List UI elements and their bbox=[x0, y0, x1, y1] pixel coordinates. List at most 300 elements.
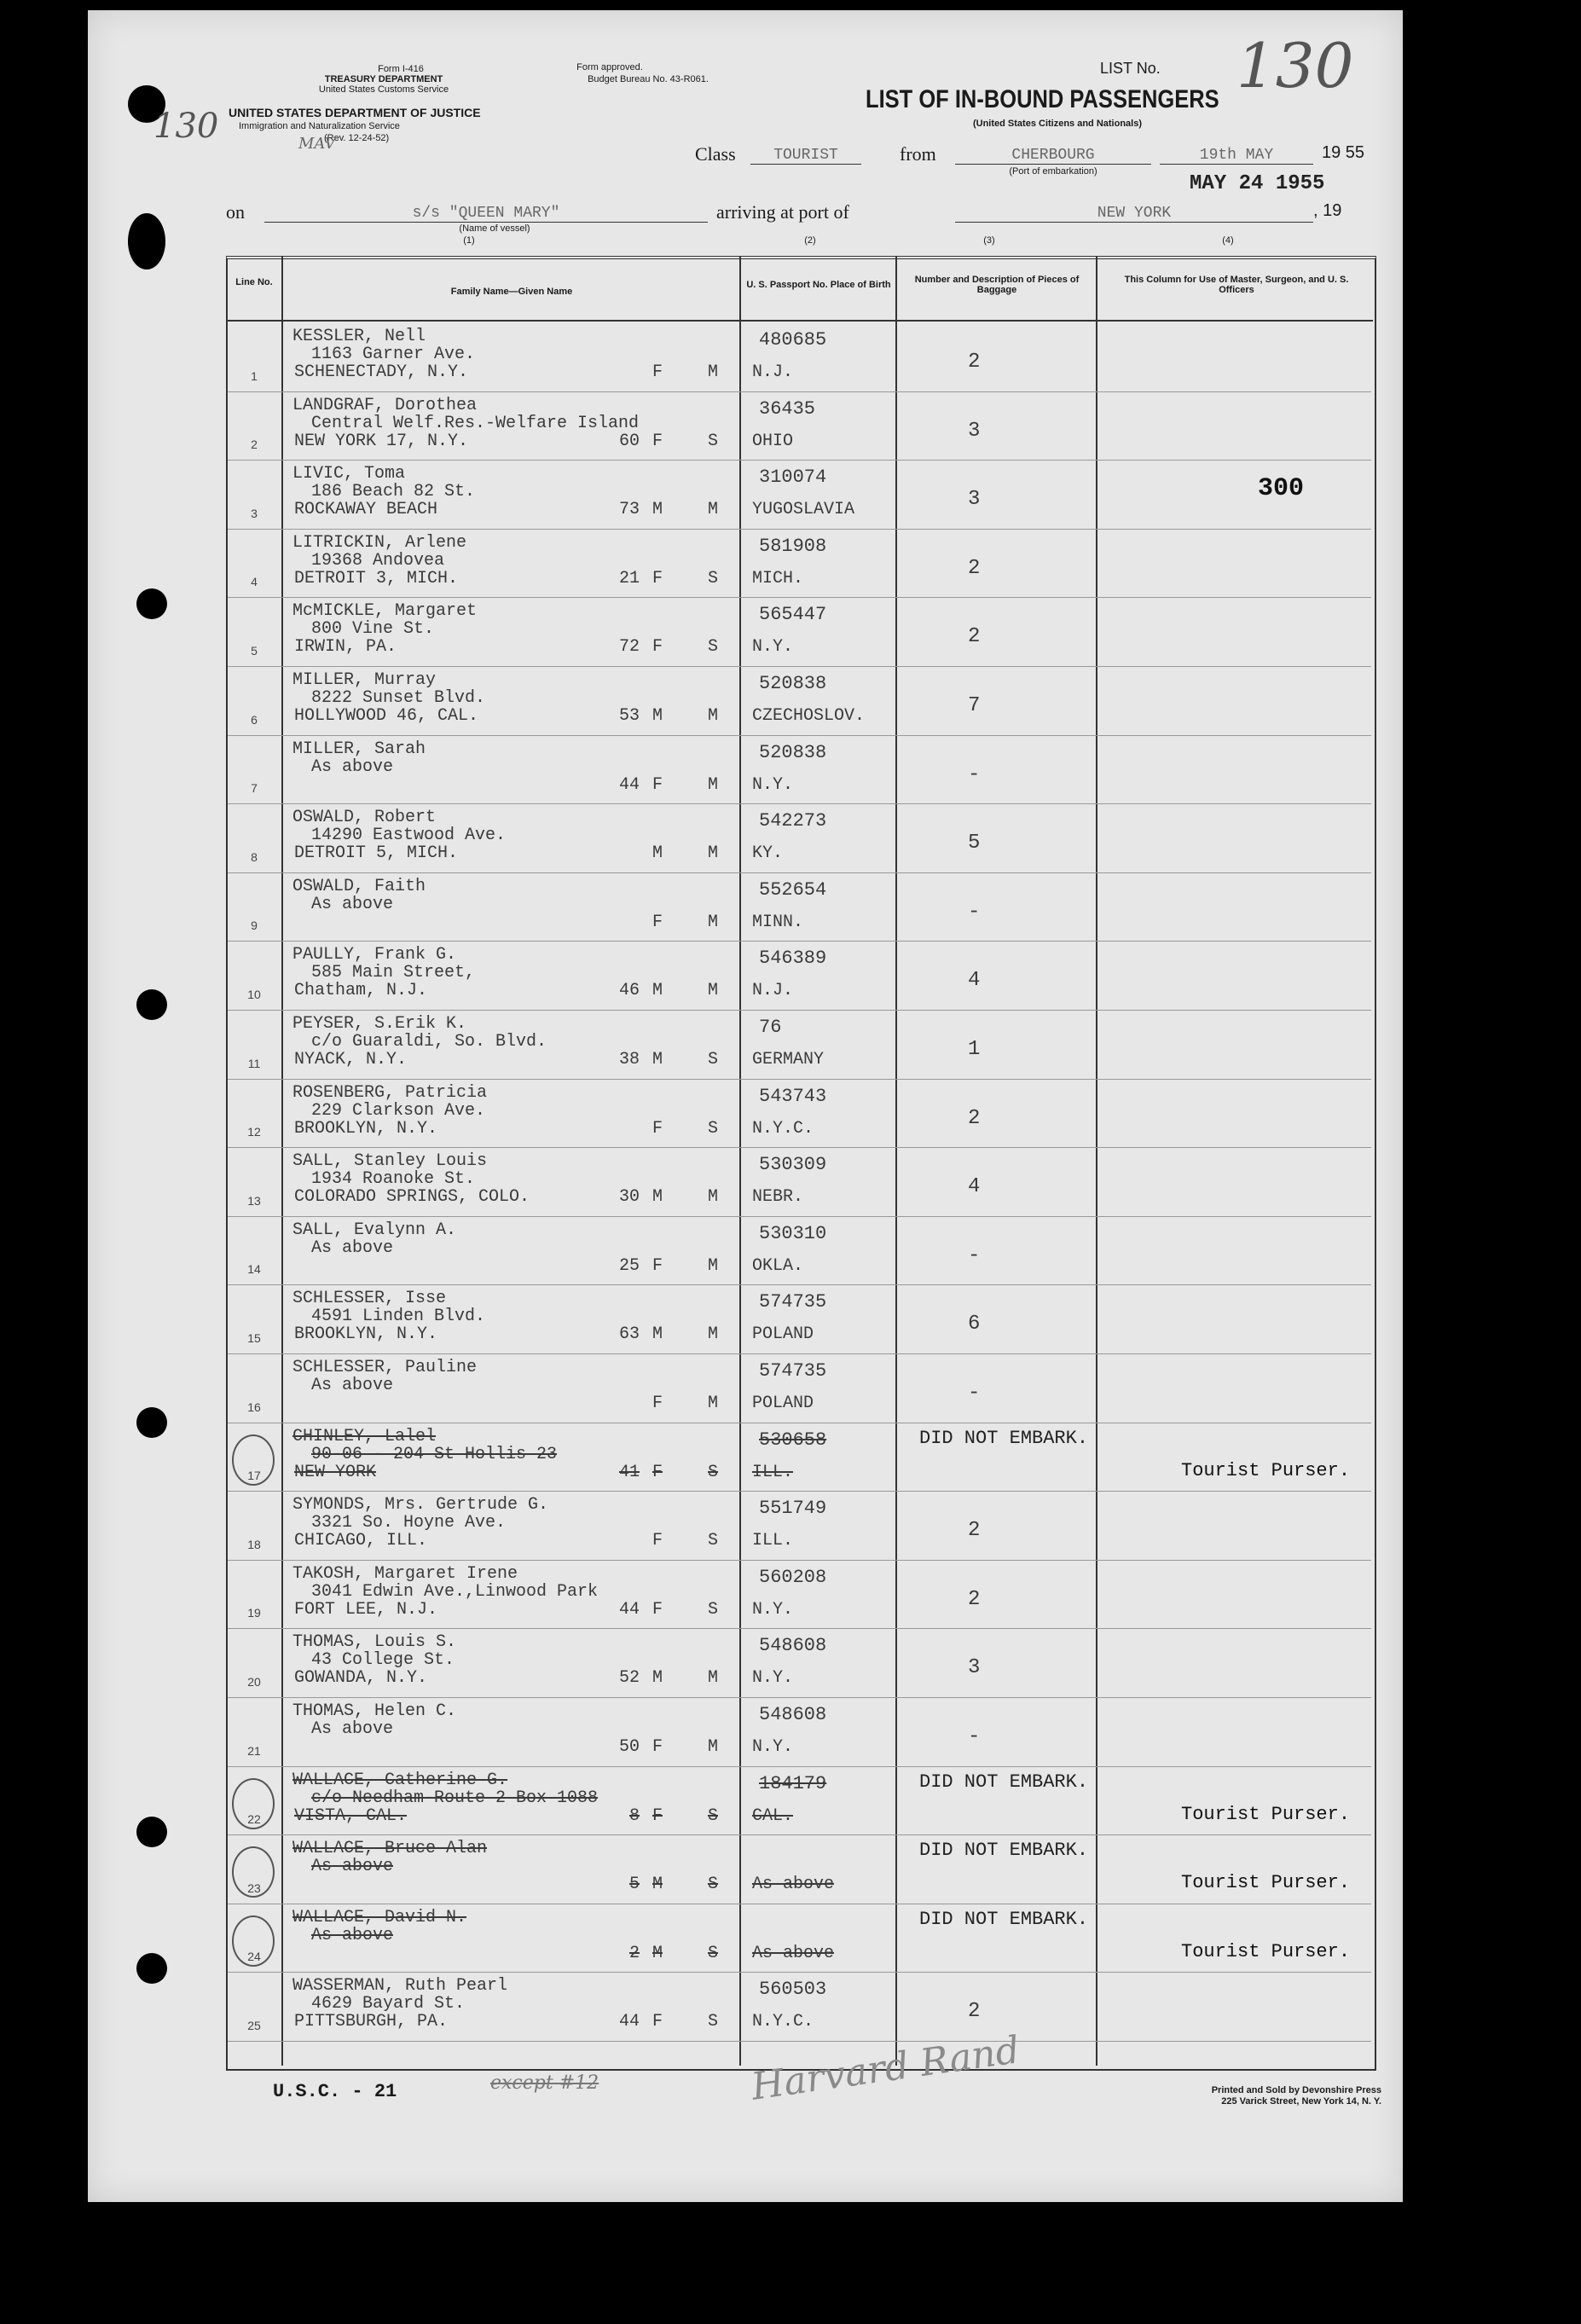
list-no-handwritten: 130 bbox=[1236, 30, 1354, 101]
printer-line-2: 225 Varick Street, New York 14, N. Y. bbox=[1221, 2096, 1381, 2107]
line-number: 16 bbox=[247, 1400, 261, 1414]
did-not-embark-note: DID NOT EMBARK. bbox=[919, 1427, 1089, 1449]
place-of-birth: N.J. bbox=[752, 981, 794, 1001]
place-of-birth: ILL. bbox=[752, 1531, 794, 1551]
passenger-sex: F bbox=[652, 1737, 663, 1757]
arrival-port-field: NEW YORK bbox=[955, 205, 1313, 223]
page-title: LIST OF IN-BOUND PASSENGERS bbox=[866, 85, 1219, 113]
passenger-name: MILLER, Murray bbox=[292, 670, 437, 690]
passport-number: 542273 bbox=[759, 810, 827, 832]
passenger-address: As above bbox=[311, 1237, 394, 1258]
header-rule bbox=[226, 320, 1373, 322]
baggage-count: 3 bbox=[968, 488, 981, 512]
passenger-address: 3041 Edwin Ave.,Linwood Park bbox=[311, 1581, 599, 1602]
passenger-age: 52 bbox=[618, 1668, 640, 1689]
place-of-birth: N.J. bbox=[752, 362, 794, 382]
baggage-count: - bbox=[968, 1725, 981, 1748]
line-number: 5 bbox=[251, 644, 258, 658]
header-passport: U. S. Passport No. Place of Birth bbox=[746, 280, 891, 290]
passenger-sex: M bbox=[652, 1187, 663, 1208]
did-not-embark-note: DID NOT EMBARK. bbox=[919, 1771, 1089, 1793]
punch-hole bbox=[136, 1953, 167, 1984]
baggage-count: 2 bbox=[968, 1587, 981, 1611]
place-of-birth: N.Y. bbox=[752, 774, 794, 795]
passenger-name: TAKOSH, Margaret Irene bbox=[292, 1563, 518, 1584]
passport-number: 184179 bbox=[759, 1772, 827, 1794]
class-field: TOURIST bbox=[750, 147, 861, 165]
place-of-birth: MICH. bbox=[752, 568, 804, 588]
row-divider bbox=[228, 1834, 1371, 1835]
passenger-city: HOLLYWOOD 46, CAL. bbox=[294, 706, 479, 726]
passenger-marital-status: M bbox=[708, 706, 719, 726]
vessel-field: s/s "QUEEN MARY" bbox=[264, 205, 708, 223]
list-no-label: LIST No. bbox=[1100, 60, 1161, 77]
passenger-sex: M bbox=[652, 843, 663, 864]
passenger-sex: F bbox=[652, 1255, 663, 1276]
cancel-circle-mark bbox=[232, 1434, 275, 1486]
passenger-city: GOWANDA, N.Y. bbox=[294, 1668, 428, 1689]
passenger-city: PITTSBURGH, PA. bbox=[294, 2012, 449, 2032]
punch-hole bbox=[136, 1817, 167, 1847]
row-divider bbox=[228, 1147, 1371, 1148]
row-divider bbox=[228, 460, 1371, 461]
passenger-marital-status: S bbox=[708, 1943, 719, 1963]
passport-number: 530658 bbox=[759, 1429, 827, 1451]
baggage-count: 2 bbox=[968, 1106, 981, 1130]
row-divider bbox=[228, 941, 1371, 942]
passenger-address: c/o Needham-Route 2 Box 1088 bbox=[311, 1788, 599, 1808]
passenger-name: ROSENBERG, Patricia bbox=[292, 1082, 488, 1103]
passenger-address: 4591 Linden Blvd. bbox=[311, 1307, 486, 1327]
passenger-name: LANDGRAF, Dorothea bbox=[292, 395, 478, 415]
form-approved: Form approved. bbox=[576, 62, 643, 72]
baggage-count: 7 bbox=[968, 694, 981, 717]
passenger-city: BROOKLYN, N.Y. bbox=[294, 1118, 438, 1139]
baggage-count: 2 bbox=[968, 1519, 981, 1543]
baggage-count: - bbox=[968, 1382, 981, 1405]
baggage-count: 5 bbox=[968, 832, 981, 855]
col-divider bbox=[739, 256, 741, 2066]
passenger-marital-status: M bbox=[708, 362, 719, 382]
passenger-address: As above bbox=[311, 756, 394, 777]
passenger-age: 63 bbox=[618, 1324, 640, 1345]
passenger-address: 1163 Garner Ave. bbox=[311, 345, 476, 364]
row-divider bbox=[228, 2041, 1371, 2042]
row-divider bbox=[228, 1353, 1371, 1354]
officer-note: 300 bbox=[1258, 474, 1305, 504]
place-of-birth: N.Y. bbox=[752, 1737, 794, 1757]
passenger-sex: M bbox=[652, 1668, 663, 1689]
purser-signature-label: Tourist Purser. bbox=[1181, 1803, 1351, 1825]
inspector-signature: Harvard Rand bbox=[748, 2028, 1022, 2109]
line-number: 22 bbox=[247, 1812, 261, 1827]
line-number: 19 bbox=[247, 1606, 261, 1620]
passport-number: 520838 bbox=[759, 673, 827, 694]
passenger-sex: F bbox=[652, 1462, 663, 1482]
passenger-marital-status: S bbox=[708, 568, 719, 588]
passenger-age: 8 bbox=[628, 1805, 640, 1826]
passenger-sex: F bbox=[652, 637, 663, 658]
passport-number: 530310 bbox=[759, 1222, 827, 1244]
passenger-address: 3321 So. Hoyne Ave. bbox=[311, 1513, 507, 1533]
dept-justice: UNITED STATES DEPARTMENT OF JUSTICE bbox=[229, 106, 481, 119]
passenger-name: PEYSER, S.Erik K. bbox=[292, 1014, 467, 1034]
passenger-sex: F bbox=[652, 912, 663, 932]
place-of-birth: N.Y.C. bbox=[752, 1118, 814, 1139]
punch-hole bbox=[136, 989, 167, 1020]
passenger-sex: F bbox=[652, 1118, 663, 1139]
baggage-count: 4 bbox=[968, 969, 981, 993]
passenger-address: As above bbox=[311, 1857, 394, 1877]
place-of-birth: OHIO bbox=[752, 431, 794, 451]
line-number: 2 bbox=[251, 438, 258, 452]
punch-hole bbox=[136, 1407, 167, 1438]
row-divider bbox=[228, 1697, 1371, 1698]
baggage-count: 6 bbox=[968, 1313, 981, 1336]
passenger-age: 72 bbox=[618, 637, 640, 658]
from-field: CHERBOURG bbox=[955, 147, 1151, 165]
passport-number: 520838 bbox=[759, 741, 827, 763]
header-officers: This Column for Use of Master, Surgeon, and U. S. Officers bbox=[1124, 275, 1349, 295]
place-of-birth: CAL. bbox=[752, 1805, 794, 1826]
passenger-sex: F bbox=[652, 1394, 663, 1413]
line-number: 12 bbox=[247, 1125, 261, 1139]
passenger-marital-status: M bbox=[708, 774, 719, 795]
passenger-marital-status: M bbox=[708, 500, 719, 520]
col-3-marker: (3) bbox=[983, 235, 995, 246]
arrival-stamp: MAY 24 1955 bbox=[1190, 172, 1325, 195]
ins-label: Immigration and Naturalization Service bbox=[239, 121, 400, 131]
passenger-address: c/o Guaraldi, So. Blvd. bbox=[311, 1032, 547, 1052]
arriving-label: arriving at port of bbox=[716, 201, 849, 223]
col-1-marker: (1) bbox=[463, 235, 475, 246]
on-label: on bbox=[226, 201, 245, 223]
col-divider bbox=[281, 256, 283, 2066]
passenger-marital-status: M bbox=[708, 1737, 719, 1757]
passenger-age: 30 bbox=[618, 1187, 640, 1208]
customs-service: United States Customs Service bbox=[318, 84, 449, 95]
passenger-marital-status: S bbox=[708, 1531, 719, 1551]
passenger-age: 44 bbox=[618, 774, 640, 795]
passenger-name: WALLACE, Bruce Alan bbox=[292, 1839, 488, 1859]
form-number: Form I-416 bbox=[378, 64, 424, 74]
passenger-marital-status: S bbox=[708, 1118, 719, 1139]
passenger-city: BROOKLYN, N.Y. bbox=[294, 1324, 438, 1345]
line-number: 7 bbox=[251, 781, 258, 796]
passport-number: 76 bbox=[759, 1017, 782, 1038]
passenger-age: 38 bbox=[618, 1050, 640, 1069]
col-divider bbox=[895, 256, 897, 2066]
punch-hole bbox=[136, 588, 167, 619]
passenger-address: 19368 Andovea bbox=[311, 550, 445, 571]
passport-number: 530309 bbox=[759, 1154, 827, 1176]
passenger-age: 60 bbox=[618, 431, 640, 451]
passenger-city: NEW YORK bbox=[294, 1462, 377, 1482]
passenger-marital-status: M bbox=[708, 1668, 719, 1689]
passenger-city: Chatham, N.J. bbox=[294, 981, 428, 1001]
passenger-city: CHICAGO, ILL. bbox=[294, 1531, 428, 1551]
place-of-birth: NEBR. bbox=[752, 1187, 804, 1208]
passenger-address: 4629 Bayard St. bbox=[311, 1994, 466, 2014]
header-line-no: Line No. bbox=[235, 277, 273, 287]
baggage-count: 4 bbox=[968, 1175, 981, 1199]
passenger-name: MILLER, Sarah bbox=[292, 739, 426, 759]
passport-number: 548608 bbox=[759, 1704, 827, 1725]
passenger-marital-status: M bbox=[708, 1324, 719, 1345]
cancel-circle-mark bbox=[232, 1778, 275, 1829]
port-note: (Port of embarkation) bbox=[1009, 166, 1097, 177]
passenger-name: KESSLER, Nell bbox=[292, 327, 426, 346]
passenger-name: CHINLEY, Lalel bbox=[292, 1426, 437, 1446]
passenger-sex: F bbox=[652, 1599, 663, 1620]
line-number: 20 bbox=[247, 1675, 261, 1689]
col-4-marker: (4) bbox=[1222, 235, 1234, 246]
row-divider bbox=[228, 1216, 1371, 1217]
passenger-name: WALLACE, Catherine G. bbox=[292, 1770, 508, 1790]
passenger-sex: M bbox=[652, 1324, 663, 1345]
passport-number: 574735 bbox=[759, 1360, 827, 1382]
place-of-birth: As above bbox=[752, 1943, 835, 1963]
passenger-address: 14290 Eastwood Ave. bbox=[311, 826, 507, 846]
passport-number: 560503 bbox=[759, 1979, 827, 2001]
baggage-count: - bbox=[968, 762, 981, 786]
passenger-sex: F bbox=[652, 431, 663, 451]
line-number: 11 bbox=[247, 1056, 261, 1070]
passenger-marital-status: S bbox=[708, 637, 719, 658]
baggage-count: 2 bbox=[968, 625, 981, 649]
line-number: 14 bbox=[247, 1262, 261, 1277]
passenger-address: 800 Vine St. bbox=[311, 619, 435, 640]
passenger-address: 585 Main Street, bbox=[311, 963, 476, 983]
line-number: 3 bbox=[251, 506, 258, 520]
from-label: from bbox=[900, 143, 936, 165]
passenger-sex: F bbox=[652, 2012, 663, 2032]
passenger-marital-status: S bbox=[708, 1599, 719, 1620]
header-baggage: Number and Description of Pieces of Baggage bbox=[914, 275, 1080, 295]
passenger-age: 21 bbox=[618, 568, 640, 588]
passenger-marital-status: S bbox=[708, 1805, 719, 1826]
line-number: 10 bbox=[247, 988, 261, 1001]
line-number: 8 bbox=[251, 849, 258, 864]
passenger-name: SYMONDS, Mrs. Gertrude G. bbox=[292, 1495, 549, 1516]
line-number: 18 bbox=[247, 1537, 261, 1551]
passenger-sex: M bbox=[652, 1050, 663, 1069]
passenger-age: 5 bbox=[628, 1875, 640, 1895]
passenger-city: COLORADO SPRINGS, COLO. bbox=[294, 1187, 530, 1208]
passenger-sex: F bbox=[652, 1531, 663, 1551]
passport-number: 581908 bbox=[759, 535, 827, 557]
passenger-name: THOMAS, Helen C. bbox=[292, 1701, 457, 1721]
line-number: 13 bbox=[247, 1193, 261, 1208]
baggage-count: 2 bbox=[968, 2000, 981, 2024]
row-divider bbox=[228, 1766, 1371, 1767]
passport-number: 543743 bbox=[759, 1085, 827, 1107]
passport-number: 310074 bbox=[759, 467, 827, 489]
col-2-marker: (2) bbox=[804, 235, 816, 246]
place-of-birth: N.Y. bbox=[752, 1668, 794, 1689]
line-number: 23 bbox=[247, 1881, 261, 1895]
passenger-city: ROCKAWAY BEACH bbox=[294, 500, 438, 520]
cancel-circle-mark bbox=[232, 1915, 275, 1967]
passenger-address: 1934 Roanoke St. bbox=[311, 1169, 476, 1190]
passenger-city: DETROIT 3, MICH. bbox=[294, 568, 459, 588]
treasury-dept: TREASURY DEPARTMENT bbox=[324, 74, 443, 84]
place-of-birth: CZECHOSLOV. bbox=[752, 706, 866, 726]
passenger-sex: F bbox=[652, 774, 663, 795]
passenger-age: 50 bbox=[618, 1737, 640, 1757]
passenger-marital-status: M bbox=[708, 912, 719, 932]
place-of-birth: YUGOSLAVIA bbox=[752, 500, 855, 520]
place-of-birth: POLAND bbox=[752, 1394, 814, 1413]
place-of-birth: KY. bbox=[752, 843, 784, 864]
place-of-birth: OKLA. bbox=[752, 1255, 804, 1276]
row-divider bbox=[228, 1284, 1371, 1285]
passport-number: 480685 bbox=[759, 329, 827, 351]
row-divider bbox=[228, 1491, 1371, 1492]
row-divider bbox=[228, 391, 1371, 392]
row-divider bbox=[228, 529, 1371, 530]
year-field: 19 55 bbox=[1322, 143, 1365, 162]
passenger-sex: M bbox=[652, 981, 663, 1001]
line-number: 15 bbox=[247, 1331, 261, 1345]
passenger-name: OSWALD, Robert bbox=[292, 808, 437, 828]
row-divider bbox=[228, 803, 1371, 804]
page-subtitle: (United States Citizens and Nationals) bbox=[972, 119, 1143, 129]
row-divider bbox=[228, 1972, 1371, 1973]
line-number: 25 bbox=[247, 2019, 261, 2032]
row-divider bbox=[228, 666, 1371, 667]
place-of-birth: MINN. bbox=[752, 912, 804, 932]
baggage-count: - bbox=[968, 1243, 981, 1267]
row-divider bbox=[228, 1010, 1371, 1011]
passport-number: 565447 bbox=[759, 604, 827, 626]
passenger-city: IRWIN, PA. bbox=[294, 637, 397, 658]
passport-number: 548608 bbox=[759, 1635, 827, 1657]
passenger-age: 73 bbox=[618, 500, 640, 520]
line-number: 21 bbox=[247, 1743, 261, 1758]
passenger-age: 41 bbox=[618, 1462, 640, 1482]
row-divider bbox=[228, 1079, 1371, 1080]
passenger-sex: M bbox=[652, 1875, 663, 1895]
passenger-name: SALL, Stanley Louis bbox=[292, 1151, 488, 1172]
footer-form-id: U.S.C. - 21 bbox=[273, 2081, 397, 2102]
row-divider bbox=[228, 597, 1371, 598]
class-label: Class bbox=[695, 143, 736, 165]
passenger-name: WALLACE, David N. bbox=[292, 1907, 467, 1927]
passenger-marital-status: M bbox=[708, 1187, 719, 1208]
row-divider bbox=[228, 735, 1371, 736]
passenger-marital-status: S bbox=[708, 1462, 719, 1482]
passenger-address: 186 Beach 82 St. bbox=[311, 482, 476, 502]
passenger-marital-status: M bbox=[708, 981, 719, 1001]
passenger-sex: M bbox=[652, 500, 663, 520]
row-divider bbox=[228, 872, 1371, 873]
passenger-sex: M bbox=[652, 1943, 663, 1963]
place-of-birth: GERMANY bbox=[752, 1050, 825, 1069]
passenger-age: 25 bbox=[618, 1255, 640, 1276]
passenger-marital-status: M bbox=[708, 1394, 719, 1413]
row-divider bbox=[228, 1560, 1371, 1561]
passenger-marital-status: S bbox=[708, 2012, 719, 2032]
footer-hand-note: except #12 bbox=[490, 2072, 599, 2094]
passenger-address: 90-06 - 204 St Hollis 23 bbox=[311, 1444, 558, 1464]
passenger-address: 8222 Sunset Blvd. bbox=[311, 688, 486, 708]
passenger-city: NYACK, N.Y. bbox=[294, 1050, 408, 1069]
line-number: 4 bbox=[251, 575, 258, 589]
passport-number: 551749 bbox=[759, 1498, 827, 1520]
place-of-birth: N.Y. bbox=[752, 1599, 794, 1620]
place-of-birth: ILL. bbox=[752, 1462, 794, 1482]
passenger-age: 46 bbox=[618, 981, 640, 1001]
baggage-count: 2 bbox=[968, 556, 981, 580]
baggage-count: 3 bbox=[968, 1656, 981, 1680]
passenger-address: 229 Clarkson Ave. bbox=[311, 1100, 486, 1121]
purser-signature-label: Tourist Purser. bbox=[1181, 1459, 1351, 1481]
passenger-age: 2 bbox=[628, 1943, 640, 1963]
passenger-sex: F bbox=[652, 568, 663, 588]
passenger-city: SCHENECTADY, N.Y. bbox=[294, 362, 469, 382]
baggage-count: 2 bbox=[968, 351, 981, 374]
baggage-count: 1 bbox=[968, 1038, 981, 1061]
passenger-address: 43 College St. bbox=[311, 1650, 455, 1671]
budget-bureau: Budget Bureau No. 43-R061. bbox=[588, 74, 709, 84]
line-number: 17 bbox=[247, 1469, 261, 1483]
passenger-name: SCHLESSER, Pauline bbox=[292, 1358, 478, 1377]
purser-signature-label: Tourist Purser. bbox=[1181, 1872, 1351, 1894]
printer-line-1: Printed and Sold by Devonshire Press bbox=[1211, 2085, 1381, 2095]
passenger-marital-status: S bbox=[708, 431, 719, 451]
passport-number: 552654 bbox=[759, 878, 827, 901]
passenger-marital-status: M bbox=[708, 1255, 719, 1276]
purser-signature-label: Tourist Purser. bbox=[1181, 1940, 1351, 1962]
passenger-name: McMICKLE, Margaret bbox=[292, 601, 478, 622]
year-field-2: , 19 bbox=[1313, 201, 1342, 220]
line-number: 9 bbox=[251, 919, 258, 933]
passenger-age: 44 bbox=[618, 2012, 640, 2032]
did-not-embark-note: DID NOT EMBARK. bbox=[919, 1908, 1089, 1930]
line-number: 1 bbox=[251, 368, 258, 383]
passenger-address: As above bbox=[311, 1719, 394, 1739]
vessel-note: (Name of vessel) bbox=[459, 223, 530, 234]
passenger-marital-status: S bbox=[708, 1875, 719, 1895]
header-name: Family Name—Given Name bbox=[450, 287, 573, 297]
passenger-age: 53 bbox=[618, 706, 640, 726]
passenger-age: 44 bbox=[618, 1599, 640, 1620]
passport-number: 546389 bbox=[759, 948, 827, 970]
row-divider bbox=[228, 1628, 1371, 1629]
passenger-name: SCHLESSER, Isse bbox=[292, 1289, 447, 1309]
passenger-marital-status: M bbox=[708, 843, 719, 864]
passenger-address: Central Welf.Res.-Welfare Island bbox=[311, 413, 640, 433]
passenger-name: WASSERMAN, Ruth Pearl bbox=[292, 1976, 508, 1997]
passenger-sex: F bbox=[652, 1805, 663, 1826]
passenger-sex: M bbox=[652, 706, 663, 726]
passenger-city: VISTA, CAL. bbox=[294, 1805, 408, 1826]
passenger-address: As above bbox=[311, 1376, 394, 1395]
place-of-birth: N.Y.C. bbox=[752, 2012, 814, 2032]
passenger-name: LITRICKIN, Arlene bbox=[292, 532, 467, 553]
passenger-name: OSWALD, Faith bbox=[292, 876, 426, 896]
place-of-birth: N.Y. bbox=[752, 637, 794, 658]
passenger-address: As above bbox=[311, 1925, 394, 1945]
place-of-birth: POLAND bbox=[752, 1324, 814, 1345]
did-not-embark-note: DID NOT EMBARK. bbox=[919, 1840, 1089, 1862]
rev-date: (Rev. 12-24-52) bbox=[324, 133, 390, 143]
line-number: 24 bbox=[247, 1950, 261, 1964]
baggage-count: - bbox=[968, 900, 981, 924]
passport-number: 560208 bbox=[759, 1566, 827, 1588]
punch-hole bbox=[128, 213, 165, 269]
